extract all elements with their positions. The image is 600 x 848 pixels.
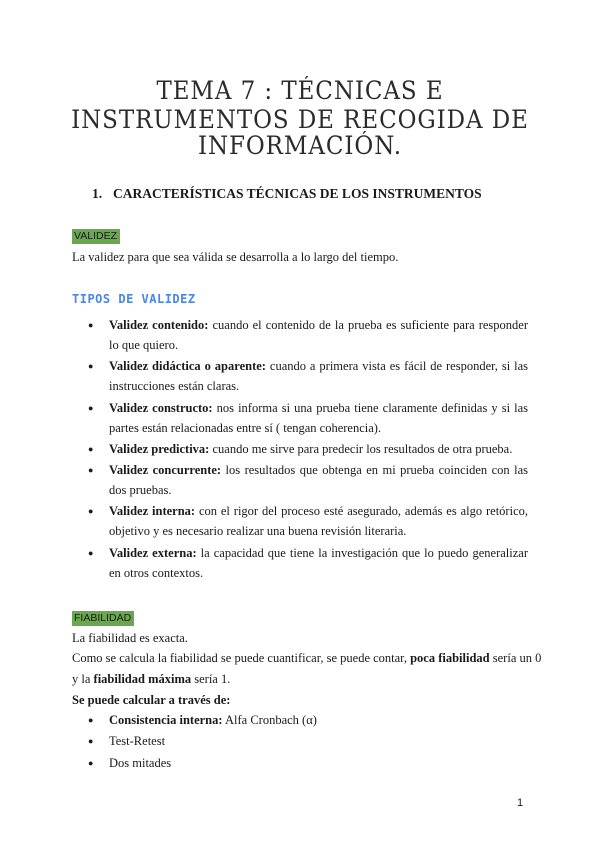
list-item	[88, 460, 528, 500]
validez-tag: VALIDEZ	[72, 229, 120, 244]
tipos-validez-heading: TIPOS DE VALIDEZ	[72, 292, 196, 306]
page-title-line-1: TEMA 7 : TÉCNICAS E INSTRUMENTOS DE RECOGIDA DE	[71, 76, 529, 134]
list-item-desc: cuando el contenido de la prueba es suficiente para responder lo que quiero.	[109, 318, 528, 352]
fiabilidad-tag: FIABILIDAD	[72, 611, 134, 626]
list-item	[88, 753, 528, 773]
list-item	[88, 439, 528, 459]
page-number: 1	[517, 797, 524, 809]
list-item-desc: los resultados que obtenga en mi prueba coinciden con las dos pruebas.	[109, 463, 528, 498]
list-item-desc: Alfa Cronbach (α)	[222, 713, 317, 727]
list-item-term: Validez contenido:	[109, 318, 209, 332]
list-item-term: Validez concurrente:	[109, 463, 222, 478]
list-item-term: Validez externa:	[109, 545, 197, 560]
list-item-desc: Test-Retest	[109, 734, 166, 749]
calc-heading: Se puede calcular a través de:	[72, 693, 231, 707]
list-item-desc: la capacidad que tiene la investigación que lo puedo generalizar en otros contextos.	[109, 545, 529, 580]
validity-types-list	[88, 315, 528, 584]
list-item	[88, 315, 528, 355]
section-heading	[92, 186, 482, 202]
list-item-term: Validez constructo:	[109, 400, 213, 415]
section-heading-text: CARACTERÍSTICAS TÉCNICAS DE LOS INSTRUMENTOS	[113, 186, 482, 201]
list-item	[88, 398, 528, 438]
list-item-desc: cuando a primera vista es fácil de responder, si las instrucciones están claras.	[109, 359, 528, 394]
reliability-methods-list	[88, 710, 528, 774]
list-item-term: Validez interna:	[109, 504, 196, 519]
list-item-desc: Dos mitades	[109, 755, 172, 770]
list-item	[88, 356, 528, 396]
fiabilidad-line-2: Como se calcula la fiabilidad se puede cuantificar, se puede contar, poca fiabilidad sería un 0	[72, 651, 542, 665]
list-item	[88, 543, 528, 583]
list-item	[88, 731, 528, 751]
list-item-term: Validez predictiva:	[109, 441, 210, 456]
fiabilidad-line-3: y la fiabilidad máxima sería 1.	[72, 672, 231, 686]
list-item-term: Consistencia interna:	[109, 713, 223, 727]
list-item-desc: cuando me sirve para predecir los resultados de otra prueba.	[209, 441, 513, 456]
page-title-line-2: INFORMACIÓN.	[197, 131, 403, 160]
list-item	[88, 710, 528, 730]
list-item-term: Validez didáctica o aparente:	[109, 359, 266, 374]
fiabilidad-line-1: La fiabilidad es exacta.	[72, 631, 188, 645]
validez-paragraph: La validez para que sea válida se desarrolla a lo largo del tiempo.	[72, 250, 399, 264]
list-item	[88, 501, 528, 541]
list-item-desc: nos informa si una prueba tiene claramente definidas y si las partes están relacionadas entre sí ( tengan coherencia).	[109, 400, 529, 435]
section-number: 1.	[92, 186, 103, 201]
list-item-desc: con el rigor del proceso esté asegurado, además es algo retórico, objetivo y es necesario realizar una buena revisión literaria.	[109, 504, 528, 539]
